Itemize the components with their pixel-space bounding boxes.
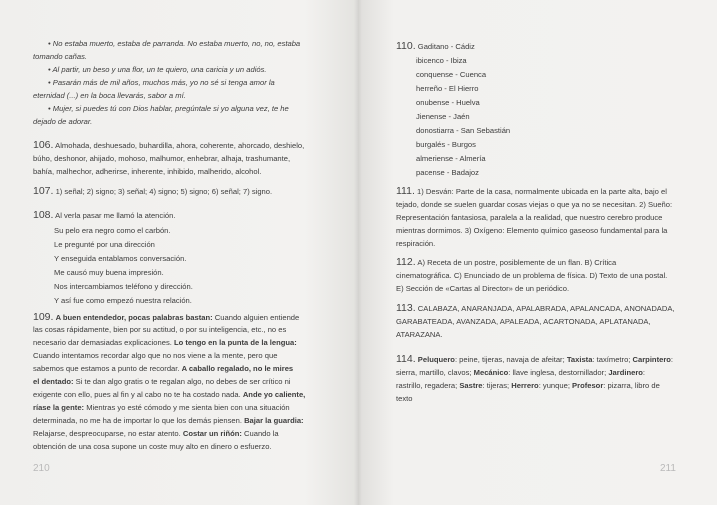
item-109-line [33, 312, 299, 323]
item-109-line [33, 390, 305, 400]
item-109-text: necesario dar demasiadas explicaciones. [33, 338, 174, 347]
item-111-line: mientras dormimos. 3) Oxígeno: Elemento químico gaseoso fundamental para la [396, 226, 668, 235]
page-number: 211 [660, 463, 676, 474]
item-114-line [396, 354, 673, 365]
item-108-line: Le pregunté por una dirección [54, 240, 155, 249]
item-109-bold: Ande yo caliente, [242, 390, 306, 399]
item-114-text: : [670, 355, 674, 364]
item-111-number: 111. [396, 185, 415, 197]
item-111-line: respiración. [396, 239, 436, 248]
item-113-text: CALABAZA, ANARANJADA, APALABRADA, APALANCADA, ANONADADA, [417, 304, 675, 313]
item-112-text: A) Receta de un postre, posiblemente de un flan. B) Crítica [417, 258, 617, 267]
item-110-line: herreño - El Hierro [416, 84, 479, 93]
item-109-text: Cuando alguien entiende [212, 313, 300, 322]
item-109-text: exigente con ello, pues al fin y al cabo no te ha costado nada. [33, 390, 243, 399]
left-page [0, 0, 358, 505]
item-109-bold: Costar un riñón: [182, 429, 242, 438]
item-114-text: : pizarra, libro de [603, 381, 660, 390]
item-114-line [396, 368, 645, 378]
quote-line: • Pasarán más de mil años, muchos más, yo no sé si tenga amor la [48, 78, 275, 87]
item-114-text: : taxímetro; [592, 355, 633, 364]
item-109-text: determinada, no me ha de importar lo que los demás piensen. [33, 416, 245, 425]
item-110-line: burgalés - Burgos [416, 140, 476, 149]
item-107-text: 1) señal; 2) signo; 3) señal; 4) signo; 5) signo; 6) señal; 7) signo. [55, 187, 273, 196]
item-114-text: rastrillo, regadera; [396, 381, 460, 390]
item-109-line: las cosas rápidamente, bien por su actitud, o por su inteligencia, etc., no es [33, 325, 287, 334]
item-109-number: 109. [33, 311, 54, 323]
item-106-line [33, 140, 304, 151]
item-106-line: bahía, malhechor, adherirse, inherente, inhibido, malherido, alcohol. [33, 167, 262, 176]
item-110-text: Gaditano - Cádiz [417, 42, 475, 51]
item-114-text: sierra, martillo, clavos; [396, 368, 474, 377]
item-111-line: tejado, donde se suelen guardar cosas viejas o que ya no se necesitan. 2) Sueño: [396, 200, 673, 209]
item-113-number: 113. [396, 302, 416, 314]
right-page [358, 0, 717, 505]
item-108-line [33, 210, 175, 221]
item-108-line: Me causó muy buena impresión. [54, 268, 164, 277]
item-106-text: Almohada, deshuesado, buhardilla, ahora, coherente, ahorcado, deshielo, [55, 141, 305, 150]
item-114-bold: Carpintero [632, 355, 671, 364]
item-108-line: Nos intercambiamos teléfono y dirección. [54, 282, 193, 291]
item-114-text: : [642, 368, 646, 377]
item-109-bold: ríase la gente: [33, 403, 85, 412]
item-112-line [396, 257, 616, 268]
item-112-line: E) Sección de «Cartas al Director» de un periódico. [396, 284, 570, 293]
item-113-line: GARABATEADA, AVANZADA, APALEADA, ACARTONADA, APLATANADA, [396, 317, 651, 326]
item-114-text: : llave inglesa, destornillador; [508, 368, 609, 377]
item-110-line [396, 41, 475, 52]
item-109-line [33, 403, 290, 413]
item-109-line [33, 338, 297, 348]
item-108-line: Su pelo era negro como el carbón. [54, 226, 171, 235]
item-114-bold: Taxista [566, 355, 593, 364]
item-112-number: 112. [396, 256, 416, 268]
item-109-text: Mientras yo esté cómodo y me sienta bien con una situación [84, 403, 290, 412]
item-108-text: Al verla pasar me llamó la atención. [55, 211, 176, 220]
item-114-text: : tijeras; [482, 381, 512, 390]
quote-line: tomando cañas. [33, 52, 88, 61]
item-108-number: 108. [33, 209, 54, 221]
item-109-text: Cuando la [241, 429, 279, 438]
item-110-line: Jienense - Jaén [416, 112, 470, 121]
item-114-line [396, 381, 660, 391]
item-110-line: ibicenco - Ibiza [416, 56, 467, 65]
item-114-text: : peine, tijeras, navaja de afeitar; [454, 355, 567, 364]
item-109-bold: A caballo regalado, no le mires [181, 364, 294, 373]
item-107-line [33, 186, 272, 197]
item-114-bold: Mecánico [473, 368, 509, 377]
item-110-line: conquense - Cuenca [416, 70, 487, 79]
item-113-line [396, 303, 675, 314]
item-114-number: 114. [396, 353, 416, 365]
item-110-number: 110. [396, 40, 416, 52]
quote-line: • No estaba muerto, estaba de parranda. No estaba muerto, no, no, estaba [48, 39, 301, 48]
item-108-line: Y enseguida entablamos conversación. [54, 254, 187, 263]
page-number: 210 [33, 463, 50, 474]
item-109-bold: Lo tengo en la punta de la lengua: [174, 338, 297, 347]
item-106-line: búho, deshonor, ahijado, mohoso, malhumor, enhebrar, alhaja, trashumante, [33, 154, 291, 163]
item-114-bold: Jardinero [608, 368, 643, 377]
item-113-line: ATARAZANA. [396, 330, 443, 339]
item-112-line: cinematográfica. C) Enunciado de un problema de física. D) Texto de una postal. [396, 271, 668, 280]
item-111-line [396, 186, 667, 197]
item-109-text: Si te dan algo gratis o te regalan algo, no debes de ser crítico ni [73, 377, 291, 386]
quote-line: • Al partir, un beso y una flor, un te quiero, una caricia y un adiós. [48, 65, 267, 74]
quote-line: eternidad (...) en la boca llevarás, sabor a mí. [33, 91, 186, 100]
item-110-line: donostiarra - San Sebastián [416, 126, 511, 135]
item-109-line [33, 377, 291, 387]
item-109-line: obtención de una cosa supone un coste muy alto en dinero o esfuerzo. [33, 442, 272, 451]
item-107-number: 107. [33, 185, 54, 197]
item-109-line: Cuando intentamos recordar algo que no nos viene a la mente, pero que [33, 351, 278, 360]
item-108-line: Y así fue como empezó nuestra relación. [54, 296, 192, 305]
item-114-line: texto [396, 394, 413, 403]
item-110-line: almeriense - Almería [416, 154, 486, 163]
item-109-bold: A buen entendedor, pocas palabras bastan: [55, 313, 213, 322]
item-109-bold: el dentado: [33, 377, 74, 386]
item-114-bold: Profesor [572, 381, 604, 390]
quote-line: • Mujer, si puedes tú con Dios hablar, pregúntale si yo alguna vez, te he [48, 104, 289, 113]
item-114-text: : yunque; [538, 381, 573, 390]
item-111-text: 1) Desván: Parte de la casa, normalmente ubicada en la parte alta, bajo el [417, 187, 667, 196]
item-109-line [33, 429, 279, 439]
item-109-line [33, 416, 304, 426]
quote-line: dejado de adorar. [33, 117, 93, 126]
item-114-bold: Sastre [459, 381, 483, 390]
item-106-number: 106. [33, 139, 54, 151]
item-110-line: onubense - Huelva [416, 98, 480, 107]
book-gutter [354, 0, 362, 505]
item-109-text: sabemos que estamos a punto de recordar. [33, 364, 182, 373]
item-109-text: Relajarse, despreocuparse, no estar atento. [33, 429, 183, 438]
item-109-line [33, 364, 293, 374]
item-109-bold: Bajar la guardia: [244, 416, 304, 425]
item-111-line: Representación fantasiosa, paralela a la realidad, que nuestro cerebro produce [396, 213, 663, 222]
item-114-bold: Peluquero [417, 355, 455, 364]
item-114-bold: Herrero [511, 381, 539, 390]
item-110-line: pacense - Badajoz [416, 168, 479, 177]
